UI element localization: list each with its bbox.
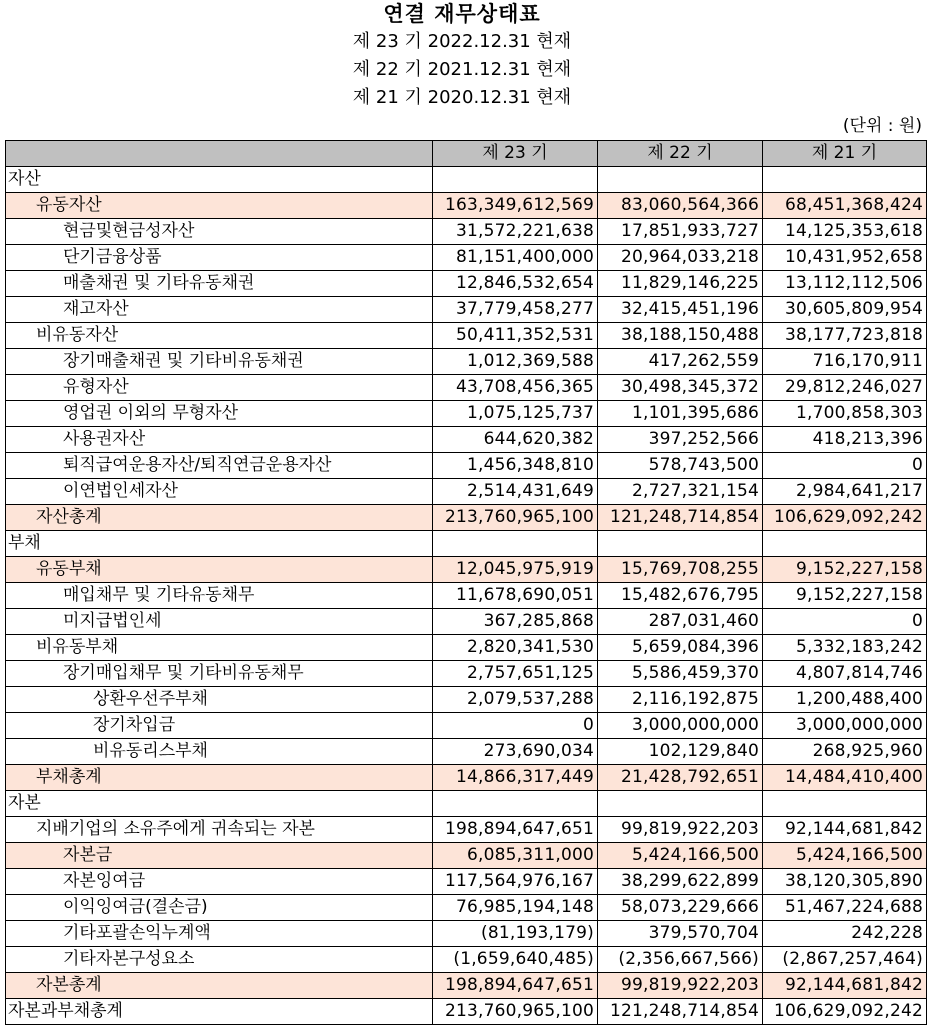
value-period-22: 38,188,150,488 [598,323,763,349]
value-period-22: 32,415,451,196 [598,297,763,323]
table-row [6,531,927,557]
value-period-21: 10,431,952,658 [763,245,927,271]
value-period-21: 268,925,960 [763,739,927,765]
balance-sheet-table [5,140,927,1025]
value-period-21: 9,152,227,158 [763,557,927,583]
table-row [6,479,927,505]
row-label: 비유동자산 [6,323,433,349]
row-label: 자본과부채총계 [6,999,433,1025]
value-period-22: 58,073,229,666 [598,895,763,921]
table-row [6,323,927,349]
row-label: 자본금 [6,843,433,869]
table-row [6,583,927,609]
value-period-21: 716,170,911 [763,349,927,375]
table-row [6,999,927,1025]
value-period-22: 5,424,166,500 [598,843,763,869]
report-title: 연결 재무상태표 [383,2,541,26]
table-row [6,869,927,895]
value-period-22: (2,356,667,566) [598,947,763,973]
row-label: 유동자산 [6,193,433,219]
value-period-22: 99,819,922,203 [598,817,763,843]
value-period-21: 4,807,814,746 [763,661,927,687]
value-period-23: 163,349,612,569 [433,193,598,219]
value-period-21: 92,144,681,842 [763,973,927,999]
value-period-21: 106,629,092,242 [763,505,927,531]
value-period-23: (1,659,640,485) [433,947,598,973]
value-period-22 [598,167,763,193]
period-21: 제 21 기 2020.12.31 현재 [352,87,572,108]
value-period-23: 2,514,431,649 [433,479,598,505]
value-period-22: 121,248,714,854 [598,999,763,1025]
value-period-23: 644,620,382 [433,427,598,453]
table-row [6,635,927,661]
value-period-22: 83,060,564,366 [598,193,763,219]
value-period-23 [433,531,598,557]
value-period-23: 31,572,221,638 [433,219,598,245]
value-period-21: 2,984,641,217 [763,479,927,505]
table-row [6,765,927,791]
value-period-21: 0 [763,453,927,479]
value-period-23: 1,456,348,810 [433,453,598,479]
table-row [6,505,927,531]
value-period-21: 51,467,224,688 [763,895,927,921]
value-period-22: 102,129,840 [598,739,763,765]
value-period-22: 38,299,622,899 [598,869,763,895]
value-period-23 [433,791,598,817]
value-period-23: 11,678,690,051 [433,583,598,609]
value-period-23: 213,760,965,100 [433,999,598,1025]
value-period-23: 2,820,341,530 [433,635,598,661]
table-row [6,167,927,193]
value-period-21: 14,484,410,400 [763,765,927,791]
value-period-22: 20,964,033,218 [598,245,763,271]
value-period-22: 11,829,146,225 [598,271,763,297]
value-period-22: 578,743,500 [598,453,763,479]
value-period-23: (81,193,179) [433,921,598,947]
value-period-21: 14,125,353,618 [763,219,927,245]
value-period-22: 15,482,676,795 [598,583,763,609]
value-period-22: 121,248,714,854 [598,505,763,531]
value-period-23: 213,760,965,100 [433,505,598,531]
value-period-22: 17,851,933,727 [598,219,763,245]
value-period-21 [763,531,927,557]
value-period-23: 198,894,647,651 [433,817,598,843]
period-22: 제 22 기 2021.12.31 현재 [352,59,572,80]
value-period-21: 1,200,488,400 [763,687,927,713]
value-period-21: 92,144,681,842 [763,817,927,843]
row-label: 지배기업의 소유주에게 귀속되는 자본 [6,817,433,843]
value-period-21: 106,629,092,242 [763,999,927,1025]
row-label: 이연법인세자산 [6,479,433,505]
row-label: 장기매출채권 및 기타비유동채권 [6,349,433,375]
value-period-21: 5,332,183,242 [763,635,927,661]
row-label: 부채 [6,531,433,557]
value-period-23: 12,846,532,654 [433,271,598,297]
value-period-21: 30,605,809,954 [763,297,927,323]
value-period-21: 242,228 [763,921,927,947]
value-period-23: 6,085,311,000 [433,843,598,869]
row-label: 매입채무 및 기타유동채무 [6,583,433,609]
row-label: 유동부채 [6,557,433,583]
value-period-21 [763,167,927,193]
table-row [6,193,927,219]
row-label: 현금및현금성자산 [6,219,433,245]
column-header-23: 제 23 기 [433,141,598,167]
value-period-23: 50,411,352,531 [433,323,598,349]
row-label: 퇴직급여운용자산/퇴직연금운용자산 [6,453,433,479]
value-period-22: 2,116,192,875 [598,687,763,713]
table-row [6,375,927,401]
value-period-21: 9,152,227,158 [763,583,927,609]
value-period-21: 5,424,166,500 [763,843,927,869]
table-row [6,245,927,271]
row-label: 미지급법인세 [6,609,433,635]
table-row [6,271,927,297]
value-period-21: 38,177,723,818 [763,323,927,349]
table-row [6,219,927,245]
row-label: 유형자산 [6,375,433,401]
value-period-23: 1,075,125,737 [433,401,598,427]
row-label: 자본잉여금 [6,869,433,895]
table-row [6,609,927,635]
value-period-23: 81,151,400,000 [433,245,598,271]
table-row [6,895,927,921]
table-row [6,427,927,453]
value-period-23: 367,285,868 [433,609,598,635]
value-period-21: 0 [763,609,927,635]
row-label: 기타자본구성요소 [6,947,433,973]
table-body [6,167,927,1025]
value-period-22: 30,498,345,372 [598,375,763,401]
row-label: 상환우선주부채 [6,687,433,713]
value-period-21 [763,791,927,817]
table-row [6,947,927,973]
row-label: 기타포괄손익누계액 [6,921,433,947]
row-label: 장기매입채무 및 기타비유동채무 [6,661,433,687]
table-row [6,349,927,375]
value-period-22: 3,000,000,000 [598,713,763,739]
table-row [6,843,927,869]
value-period-22: 379,570,704 [598,921,763,947]
value-period-22: 5,659,084,396 [598,635,763,661]
value-period-23: 273,690,034 [433,739,598,765]
value-period-21: 1,700,858,303 [763,401,927,427]
value-period-22: 397,252,566 [598,427,763,453]
row-label: 비유동부채 [6,635,433,661]
value-period-21: 418,213,396 [763,427,927,453]
value-period-21: 29,812,246,027 [763,375,927,401]
row-label: 비유동리스부채 [6,739,433,765]
value-period-21: 3,000,000,000 [763,713,927,739]
value-period-23: 2,079,537,288 [433,687,598,713]
unit-label: (단위 : 원) [842,116,922,136]
table-row [6,739,927,765]
table-row [6,713,927,739]
value-period-22: 417,262,559 [598,349,763,375]
value-period-21: 13,112,112,506 [763,271,927,297]
value-period-23: 117,564,976,167 [433,869,598,895]
table-row [6,817,927,843]
table-row [6,921,927,947]
value-period-23: 37,779,458,277 [433,297,598,323]
column-header-22: 제 22 기 [598,141,763,167]
column-header-label [6,141,433,167]
value-period-23 [433,167,598,193]
value-period-22: 21,428,792,651 [598,765,763,791]
value-period-21: (2,867,257,464) [763,947,927,973]
row-label: 사용권자산 [6,427,433,453]
row-label: 이익잉여금(결손금) [6,895,433,921]
row-label: 자산 [6,167,433,193]
value-period-22 [598,791,763,817]
value-period-21: 38,120,305,890 [763,869,927,895]
table-header-row [6,141,927,167]
table-row [6,453,927,479]
value-period-22: 1,101,395,686 [598,401,763,427]
table-row [6,661,927,687]
value-period-21: 68,451,368,424 [763,193,927,219]
value-period-23: 2,757,651,125 [433,661,598,687]
table-row [6,557,927,583]
table-row [6,687,927,713]
value-period-23: 76,985,194,148 [433,895,598,921]
value-period-23: 12,045,975,919 [433,557,598,583]
row-label: 부채총계 [6,765,433,791]
value-period-22: 5,586,459,370 [598,661,763,687]
value-period-22 [598,531,763,557]
row-label: 장기차입금 [6,713,433,739]
row-label: 자본총계 [6,973,433,999]
value-period-22: 15,769,708,255 [598,557,763,583]
row-label: 재고자산 [6,297,433,323]
row-label: 자산총계 [6,505,433,531]
value-period-23: 198,894,647,651 [433,973,598,999]
value-period-22: 99,819,922,203 [598,973,763,999]
value-period-23: 0 [433,713,598,739]
value-period-23: 1,012,369,588 [433,349,598,375]
period-23: 제 23 기 2022.12.31 현재 [352,31,572,52]
column-header-21: 제 21 기 [763,141,927,167]
value-period-23: 43,708,456,365 [433,375,598,401]
row-label: 매출채권 및 기타유동채권 [6,271,433,297]
value-period-22: 287,031,460 [598,609,763,635]
row-label: 자본 [6,791,433,817]
value-period-23: 14,866,317,449 [433,765,598,791]
value-period-22: 2,727,321,154 [598,479,763,505]
row-label: 단기금융상품 [6,245,433,271]
report-header [0,0,932,112]
table-row [6,791,927,817]
table-row [6,297,927,323]
table-row [6,973,927,999]
row-label: 영업권 이외의 무형자산 [6,401,433,427]
table-row [6,401,927,427]
